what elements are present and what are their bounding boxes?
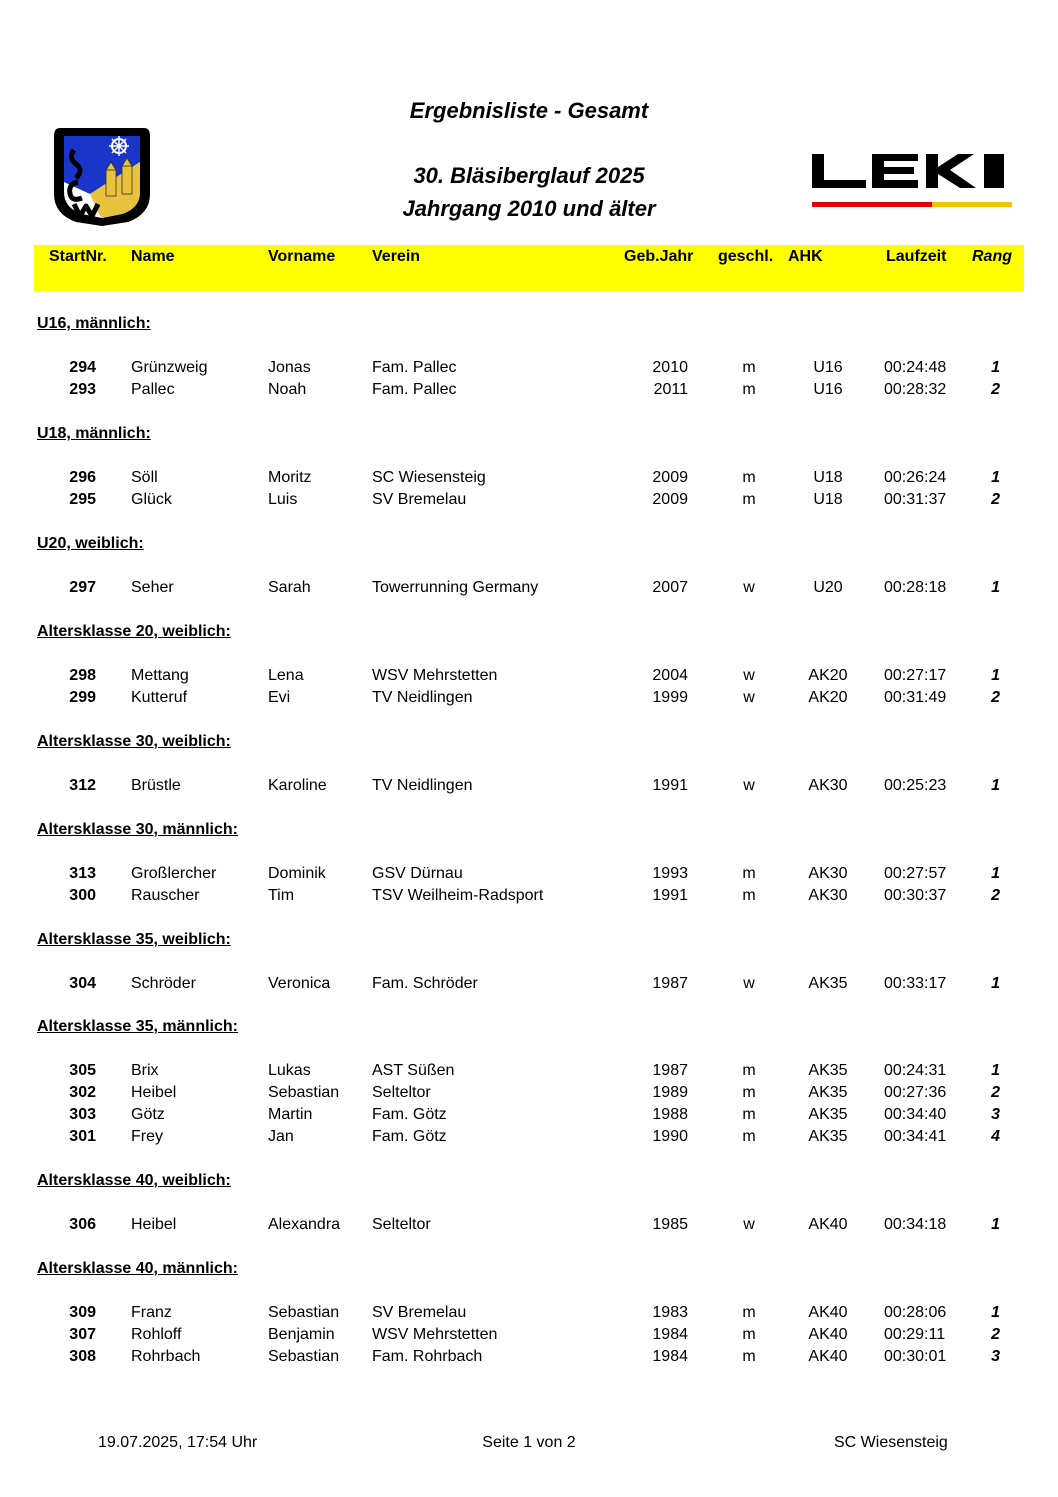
rank-cell: 2: [991, 1084, 1000, 1101]
first-name-cell: Moritz: [268, 469, 312, 486]
table-row: [0, 381, 1058, 403]
section-heading: U20, weiblich:: [37, 535, 144, 552]
start-number-cell: 294: [69, 359, 96, 376]
section-heading: Altersklasse 30, weiblich:: [37, 733, 231, 750]
run-time-cell: 00:33:17: [884, 975, 947, 992]
start-number-cell: 293: [69, 381, 96, 398]
last-name-cell: Rohrbach: [131, 1348, 201, 1365]
first-name-cell: Noah: [268, 381, 307, 398]
first-name-cell: Evi: [268, 689, 291, 706]
col-header-gebjahr: Geb.Jahr: [624, 248, 694, 265]
last-name-cell: Mettang: [131, 667, 189, 684]
section-heading: Altersklasse 20, weiblich:: [37, 623, 231, 640]
age-class-cell: AK40: [808, 1326, 848, 1343]
last-name-cell: Pallec: [131, 381, 175, 398]
run-time-cell: 00:24:31: [884, 1062, 947, 1079]
first-name-cell: Benjamin: [268, 1326, 335, 1343]
first-name-cell: Sebastian: [268, 1304, 340, 1321]
birth-year-cell: 2004: [652, 667, 688, 684]
gender-cell: m: [742, 1128, 756, 1145]
club-cell: Towerrunning Germany: [372, 579, 539, 596]
gender-cell: m: [742, 359, 756, 376]
last-name-cell: Rauscher: [131, 887, 200, 904]
age-class-cell: AK40: [808, 1216, 848, 1233]
club-cell: Fam. Pallec: [372, 359, 457, 376]
age-class-cell: AK20: [808, 667, 848, 684]
rank-cell: 1: [991, 579, 1000, 596]
table-row: [0, 491, 1058, 513]
first-name-cell: Veronica: [268, 975, 331, 992]
club-cell: Fam. Götz: [372, 1128, 447, 1145]
run-time-cell: 00:27:17: [884, 667, 947, 684]
birth-year-cell: 1991: [652, 777, 688, 794]
rank-cell: 4: [991, 1128, 1000, 1145]
rank-cell: 1: [991, 975, 1000, 992]
event-title: 30. Bläsiberglauf 2025: [413, 163, 645, 188]
col-header-geschl: geschl.: [718, 248, 774, 265]
gender-cell: w: [743, 667, 755, 684]
rank-cell: 1: [991, 469, 1000, 486]
run-time-cell: 00:31:49: [884, 689, 947, 706]
last-name-cell: Schröder: [131, 975, 196, 992]
run-time-cell: 00:26:24: [884, 469, 947, 486]
sponsor-logo: [808, 150, 1014, 212]
first-name-cell: Martin: [268, 1106, 313, 1123]
age-class-cell: AK35: [808, 1106, 848, 1123]
first-name-cell: Jonas: [268, 359, 311, 376]
birth-year-cell: 1983: [652, 1304, 688, 1321]
birth-year-cell: 1990: [652, 1128, 688, 1145]
last-name-cell: Glück: [131, 491, 172, 508]
club-cell: AST Süßen: [372, 1062, 455, 1079]
club-cell: Fam. Pallec: [372, 381, 457, 398]
last-name-cell: Frey: [131, 1128, 163, 1145]
first-name-cell: Sarah: [268, 579, 311, 596]
col-header-startnr: StartNr.: [49, 248, 107, 265]
table-row: [0, 777, 1058, 799]
run-time-cell: 00:28:18: [884, 579, 947, 596]
start-number-cell: 307: [69, 1326, 96, 1343]
first-name-cell: Karoline: [268, 777, 327, 794]
footer-page-number: Seite 1 von 2: [482, 1434, 576, 1451]
age-class-cell: AK40: [808, 1348, 848, 1365]
club-logo: [50, 122, 154, 228]
run-time-cell: 00:29:11: [884, 1326, 946, 1343]
gender-cell: w: [743, 1216, 755, 1233]
gender-cell: m: [742, 865, 756, 882]
section-heading: U18, männlich:: [37, 425, 151, 442]
table-row: [0, 1106, 1058, 1128]
club-cell: WSV Mehrstetten: [372, 1326, 498, 1343]
col-header-verein: Verein: [372, 248, 421, 265]
table-row: [0, 469, 1058, 491]
age-class-cell: AK35: [808, 1128, 848, 1145]
club-cell: GSV Dürnau: [372, 865, 463, 882]
table-row: [0, 1062, 1058, 1084]
col-header-rang: Rang: [972, 248, 1012, 265]
table-row: [0, 1348, 1058, 1370]
age-class-cell: U16: [813, 359, 843, 376]
gender-cell: m: [742, 469, 756, 486]
table-header-band: [34, 245, 1024, 291]
birth-year-cell: 2009: [652, 469, 688, 486]
start-number-cell: 308: [69, 1348, 96, 1365]
gender-cell: m: [742, 1326, 756, 1343]
section-heading: Altersklasse 40, männlich:: [37, 1260, 238, 1277]
gender-cell: m: [742, 1084, 756, 1101]
last-name-cell: Franz: [131, 1304, 172, 1321]
start-number-cell: 295: [69, 491, 96, 508]
age-class-cell: U16: [813, 381, 843, 398]
last-name-cell: Brix: [131, 1062, 159, 1079]
first-name-cell: Lukas: [268, 1062, 311, 1079]
run-time-cell: 00:34:41: [884, 1128, 947, 1145]
first-name-cell: Alexandra: [268, 1216, 341, 1233]
start-number-cell: 300: [69, 887, 96, 904]
col-header-vorname: Vorname: [268, 248, 336, 265]
rank-cell: 2: [991, 887, 1000, 904]
start-number-cell: 306: [69, 1216, 96, 1233]
first-name-cell: Jan: [268, 1128, 294, 1145]
first-name-cell: Lena: [268, 667, 304, 684]
start-number-cell: 302: [69, 1084, 96, 1101]
rank-cell: 2: [991, 491, 1000, 508]
birth-year-cell: 1984: [652, 1326, 688, 1343]
birth-year-cell: 2007: [652, 579, 688, 596]
gender-cell: w: [743, 579, 755, 596]
section-heading: U16, männlich:: [37, 315, 151, 332]
table-row: [0, 1084, 1058, 1106]
last-name-cell: Heibel: [131, 1084, 177, 1101]
gender-cell: m: [742, 1062, 756, 1079]
footer-timestamp: 19.07.2025, 17:54 Uhr: [98, 1434, 258, 1451]
last-name-cell: Großlercher: [131, 865, 217, 882]
run-time-cell: 00:30:01: [884, 1348, 947, 1365]
table-row: [0, 865, 1058, 887]
run-time-cell: 00:24:48: [884, 359, 947, 376]
club-cell: Selteltor: [372, 1216, 431, 1233]
rank-cell: 3: [991, 1106, 1000, 1123]
gender-cell: w: [743, 689, 755, 706]
table-row: [0, 1326, 1058, 1348]
rank-cell: 2: [991, 381, 1000, 398]
section-heading: Altersklasse 35, männlich:: [37, 1018, 238, 1035]
age-class-cell: AK30: [808, 865, 848, 882]
col-header-name: Name: [131, 248, 175, 265]
age-class-cell: AK35: [808, 975, 848, 992]
birth-year-cell: 2010: [652, 359, 688, 376]
section-heading: Altersklasse 35, weiblich:: [37, 931, 231, 948]
club-cell: Selteltor: [372, 1084, 431, 1101]
footer-organizer: SC Wiesensteig: [834, 1434, 948, 1451]
table-row: [0, 359, 1058, 381]
rank-cell: 2: [991, 1326, 1000, 1343]
table-row: [0, 975, 1058, 997]
first-name-cell: Sebastian: [268, 1348, 340, 1365]
first-name-cell: Dominik: [268, 865, 326, 882]
last-name-cell: Grünzweig: [131, 359, 208, 376]
col-header-laufzeit: Laufzeit: [886, 248, 947, 265]
age-class-cell: AK35: [808, 1062, 848, 1079]
start-number-cell: 309: [69, 1304, 96, 1321]
club-cell: SV Bremelau: [372, 491, 467, 508]
table-row: [0, 1128, 1058, 1150]
age-class-cell: U18: [813, 491, 843, 508]
table-row: [0, 887, 1058, 909]
start-number-cell: 305: [69, 1062, 96, 1079]
last-name-cell: Seher: [131, 579, 174, 596]
run-time-cell: 00:34:18: [884, 1216, 947, 1233]
last-name-cell: Kutteruf: [131, 689, 188, 706]
birth-year-cell: 2011: [653, 381, 688, 398]
last-name-cell: Heibel: [131, 1216, 177, 1233]
club-cell: TV Neidlingen: [372, 777, 473, 794]
start-number-cell: 313: [69, 865, 96, 882]
start-number-cell: 312: [69, 777, 96, 794]
age-class-cell: AK40: [808, 1304, 848, 1321]
table-row: [0, 1216, 1058, 1238]
birth-year-cell: 1987: [652, 1062, 688, 1079]
age-class-cell: AK30: [808, 777, 848, 794]
age-class-cell: AK35: [808, 1084, 848, 1101]
birth-year-cell: 1989: [652, 1084, 688, 1101]
club-cell: WSV Mehrstetten: [372, 667, 498, 684]
col-header-ahk: AHK: [788, 248, 823, 265]
gender-cell: m: [742, 491, 756, 508]
rank-cell: 1: [991, 1304, 1000, 1321]
age-class-cell: AK30: [808, 887, 848, 904]
rank-cell: 1: [991, 777, 1000, 794]
birth-year-cell: 1991: [652, 887, 688, 904]
gender-cell: m: [742, 887, 756, 904]
rank-cell: 2: [991, 689, 1000, 706]
last-name-cell: Rohloff: [131, 1326, 182, 1343]
table-row: [0, 1304, 1058, 1326]
age-class-cell: U18: [813, 469, 843, 486]
first-name-cell: Sebastian: [268, 1084, 340, 1101]
gender-cell: m: [742, 1348, 756, 1365]
start-number-cell: 304: [69, 975, 96, 992]
gender-cell: w: [743, 777, 755, 794]
last-name-cell: Brüstle: [131, 777, 181, 794]
last-name-cell: Söll: [131, 469, 158, 486]
first-name-cell: Tim: [268, 887, 295, 904]
gender-cell: m: [742, 1106, 756, 1123]
age-class-cell: AK20: [808, 689, 848, 706]
run-time-cell: 00:30:37: [884, 887, 947, 904]
run-time-cell: 00:34:40: [884, 1106, 947, 1123]
club-cell: TV Neidlingen: [372, 689, 473, 706]
club-cell: SV Bremelau: [372, 1304, 467, 1321]
birth-year-cell: 1987: [652, 975, 688, 992]
start-number-cell: 298: [69, 667, 96, 684]
birth-year-cell: 1988: [652, 1106, 688, 1123]
table-row: [0, 579, 1058, 601]
birth-year-cell: 1985: [652, 1216, 688, 1233]
run-time-cell: 00:27:36: [884, 1084, 947, 1101]
start-number-cell: 299: [69, 689, 96, 706]
birth-year-cell: 2009: [652, 491, 688, 508]
gender-cell: w: [743, 975, 755, 992]
rank-cell: 1: [991, 359, 1000, 376]
club-cell: Fam. Schröder: [372, 975, 478, 992]
section-heading: Altersklasse 30, männlich:: [37, 821, 238, 838]
club-cell: Fam. Götz: [372, 1106, 447, 1123]
run-time-cell: 00:25:23: [884, 777, 947, 794]
table-row: [0, 667, 1058, 689]
run-time-cell: 00:28:32: [884, 381, 947, 398]
rank-cell: 1: [991, 865, 1000, 882]
run-time-cell: 00:28:06: [884, 1304, 947, 1321]
birth-year-cell: 1999: [652, 689, 688, 706]
rank-cell: 1: [991, 1062, 1000, 1079]
birth-year-cell: 1984: [652, 1348, 688, 1365]
birth-year-cell: 1993: [652, 865, 688, 882]
event-subtitle: Jahrgang 2010 und älter: [402, 196, 656, 221]
first-name-cell: Luis: [268, 491, 298, 508]
rank-cell: 3: [991, 1348, 1000, 1365]
section-heading: Altersklasse 40, weiblich:: [37, 1172, 231, 1189]
rank-cell: 1: [991, 1216, 1000, 1233]
start-number-cell: 296: [69, 469, 96, 486]
gender-cell: m: [742, 1304, 756, 1321]
start-number-cell: 303: [69, 1106, 96, 1123]
gender-cell: m: [742, 381, 756, 398]
club-cell: TSV Weilheim-Radsport: [372, 887, 544, 904]
last-name-cell: Götz: [131, 1106, 165, 1123]
run-time-cell: 00:27:57: [884, 865, 947, 882]
rank-cell: 1: [991, 667, 1000, 684]
table-row: [0, 689, 1058, 711]
club-cell: Fam. Rohrbach: [372, 1348, 483, 1365]
club-cell: SC Wiesensteig: [372, 469, 486, 486]
start-number-cell: 297: [69, 579, 96, 596]
run-time-cell: 00:31:37: [884, 491, 947, 508]
age-class-cell: U20: [813, 579, 843, 596]
start-number-cell: 301: [69, 1128, 96, 1145]
page-title: Ergebnisliste - Gesamt: [409, 98, 649, 123]
